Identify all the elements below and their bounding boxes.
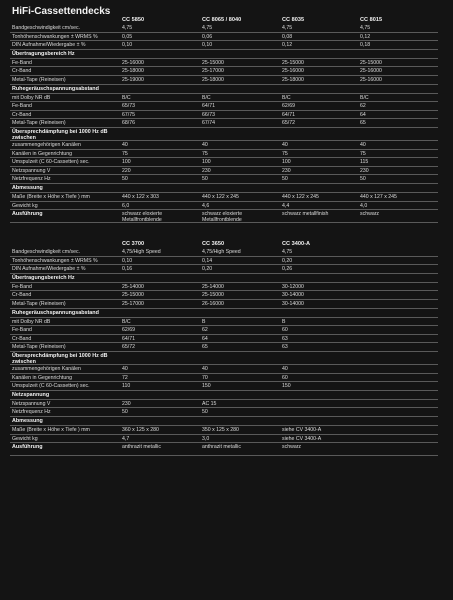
table-row — [10, 300, 438, 309]
row-label: Maße (Breite x Höhe x Tiefe ) mm — [12, 193, 90, 200]
row-value: 60 — [282, 327, 288, 334]
row-label: zusammengehörigen Kanälen — [12, 141, 81, 148]
row-value: 4,75 — [282, 249, 293, 255]
row-value: 0,10 — [122, 42, 133, 49]
row-label: DIN Aufnahme/Wiedergabe ± % — [12, 266, 86, 273]
row-value: 50 — [360, 176, 366, 183]
row-value: 25-15000 — [202, 59, 224, 66]
row-value: 67/74 — [202, 120, 215, 127]
row-label: Umspulzeit (C 60-Cassetten) sec. — [12, 159, 90, 166]
row-label: Cr-Band — [12, 111, 32, 118]
row-label: Übertragungsbereich Hz — [12, 274, 75, 281]
row-value: 40 — [202, 365, 208, 372]
model-header: CC 3650 — [202, 241, 225, 247]
row-label: Bandgeschwindigkeit cm/sec. — [12, 249, 81, 255]
row-label: Fe-Band — [12, 327, 32, 334]
row-value: 75 — [122, 150, 128, 157]
row-label: mit Dolby NR dB — [12, 94, 51, 101]
row-value: 0,06 — [202, 33, 213, 40]
row-value: 50 — [122, 409, 128, 416]
row-value: 30-14000 — [282, 300, 304, 307]
row-value: AC 15 — [202, 400, 217, 407]
row-value: 150 — [282, 383, 291, 390]
row-label: Fe-Band — [12, 59, 32, 66]
table-row — [10, 435, 438, 444]
row-value: schwarz — [360, 211, 380, 218]
table-row — [10, 85, 438, 94]
row-value: 40 — [122, 141, 128, 148]
row-value: 30-14000 — [282, 292, 304, 299]
row-value: B — [202, 318, 206, 325]
row-label: Gewicht kg — [12, 435, 38, 442]
row-value: 40 — [282, 141, 288, 148]
row-label: Metal-Tape (Reineisen) — [12, 76, 66, 83]
row-label: mit Dolby NR dB — [12, 318, 51, 325]
row-label: Cr-Band — [12, 68, 32, 75]
table-row — [10, 141, 438, 150]
row-value: siehe CV 3400-A — [282, 435, 322, 442]
row-label: Cr-Band — [12, 335, 32, 342]
row-value: 64/71 — [122, 335, 135, 342]
row-value: schwarz eloxierte Metallfrontblende — [202, 211, 243, 224]
row-label: Umspulzeit (C 60-Cassetten) sec. — [12, 383, 90, 390]
row-value: 110 — [122, 383, 131, 390]
row-value: 25-14000 — [202, 283, 224, 290]
row-label: Netzspannung V — [12, 167, 51, 174]
row-value: 25-15000 — [202, 292, 224, 299]
table-row — [10, 335, 438, 344]
row-value: 100 — [122, 159, 131, 166]
row-label: DIN Aufnahme/Wiedergabe ± % — [12, 42, 86, 49]
row-value: 4,0 — [360, 202, 368, 209]
row-value: 62/69 — [282, 103, 295, 110]
row-value: 0,20 — [282, 257, 293, 264]
row-value: 360 x 125 x 280 — [122, 426, 159, 433]
table-row — [10, 76, 438, 85]
row-value: 40 — [122, 365, 128, 372]
table-row — [10, 175, 438, 184]
table-row — [10, 318, 438, 327]
table-row — [10, 352, 438, 365]
row-value: 4,75 — [282, 25, 293, 31]
row-label: Maße (Breite x Höhe x Tiefe ) mm — [12, 426, 90, 433]
row-value: B/C — [282, 94, 291, 101]
row-value: siehe CV 3400-A — [282, 426, 322, 433]
table-row — [10, 417, 438, 426]
row-value: 65 — [202, 344, 208, 351]
row-value: 64 — [360, 111, 366, 118]
row-label: Abmessung — [12, 417, 43, 424]
row-value: B/C — [122, 94, 131, 101]
row-value: 150 — [202, 383, 211, 390]
row-value: B/C — [122, 318, 131, 325]
row-value: 50 — [202, 409, 208, 416]
row-value: 25-15000 — [282, 59, 304, 66]
row-value: 64/71 — [282, 111, 295, 118]
table-2-rows — [10, 248, 438, 456]
table-row — [10, 50, 438, 59]
row-value: 67/75 — [122, 111, 135, 118]
table-row — [10, 283, 438, 292]
row-value: 0,26 — [282, 266, 293, 273]
row-label: Gewicht kg — [12, 202, 38, 209]
row-value: 4,75 — [202, 25, 213, 31]
row-label: Abmessung — [12, 184, 43, 191]
table-row — [10, 343, 438, 352]
row-value: 3,0 — [202, 435, 210, 442]
row-value: 0,20 — [202, 266, 213, 273]
row-value: 25-16000 — [360, 68, 382, 75]
row-value: 62/69 — [122, 327, 135, 334]
row-label: Tonhöhenschwankungen ± WRMS % — [12, 257, 98, 264]
row-value: 50 — [122, 176, 128, 183]
row-value: 75 — [360, 150, 366, 157]
row-value: 65/72 — [282, 120, 295, 127]
model-header: CC 3400-A — [282, 241, 310, 247]
row-label: Metal-Tape (Reineisen) — [12, 120, 66, 127]
table-row — [10, 374, 438, 383]
table-row — [10, 167, 438, 176]
row-value: 0,12 — [360, 33, 371, 40]
row-value: 0,10 — [202, 42, 213, 49]
row-value: 25-19000 — [122, 76, 144, 83]
model-header: CC 8065 / 8040 — [202, 17, 242, 23]
table-row — [10, 24, 438, 33]
row-label: Netzspannung V — [12, 400, 51, 407]
table-row — [10, 326, 438, 335]
row-value: 75 — [282, 150, 288, 157]
table-row — [10, 158, 438, 167]
model-header: CC 5850 — [122, 17, 145, 23]
row-label: Ruhegeräuschspannungsabstand — [12, 309, 99, 316]
row-value: 62 — [360, 103, 366, 110]
row-value: 25-15000 — [122, 292, 144, 299]
row-label: Fe-Band — [12, 283, 32, 290]
row-value: 4,75 — [122, 25, 133, 31]
table-row — [10, 111, 438, 120]
row-label: Übertragungsbereich Hz — [12, 50, 75, 57]
row-label: Kanälen in Gegenrichtung — [12, 374, 72, 381]
row-value: 25-15000 — [360, 59, 382, 66]
row-value: 4,4 — [282, 202, 290, 209]
row-label: Cr-Band — [12, 292, 32, 299]
row-value: 25-17000 — [202, 68, 224, 75]
table-row — [10, 119, 438, 128]
table-row — [10, 265, 438, 274]
row-value: 70 — [202, 374, 208, 381]
row-value: 63 — [282, 344, 288, 351]
row-value: 4,75/High Speed — [202, 249, 241, 255]
row-value: 63 — [282, 335, 288, 342]
row-value: 64/71 — [202, 103, 215, 110]
table-row — [10, 94, 438, 103]
row-value: 6,0 — [122, 202, 130, 209]
row-value: 25-18000 — [282, 76, 304, 83]
row-label: Bandgeschwindigkeit cm/sec. — [12, 25, 81, 31]
table-row — [10, 184, 438, 193]
table-row — [10, 426, 438, 435]
table-row — [10, 408, 438, 417]
row-value: 0,10 — [122, 257, 133, 264]
spec-table-1 — [10, 14, 438, 223]
row-value: schwarz eloxierte Metallfrontblende — [122, 211, 163, 224]
row-value: 65 — [360, 120, 366, 127]
row-value: 440 x 122 x 245 — [202, 193, 239, 200]
row-value: 25-16000 — [360, 76, 382, 83]
table-row — [10, 443, 438, 456]
table-row — [10, 210, 438, 223]
row-value: 64 — [202, 335, 208, 342]
row-value: 4,75 — [360, 25, 371, 31]
row-value: 230 — [282, 167, 291, 174]
row-label: Ausführung — [12, 444, 43, 451]
row-value: anthrazit metallic — [122, 444, 161, 451]
row-value: 25-16000 — [282, 68, 304, 75]
row-value: B — [282, 318, 286, 325]
row-value: 230 — [202, 167, 211, 174]
table-row — [10, 128, 438, 141]
row-value: 100 — [282, 159, 291, 166]
table-row — [10, 193, 438, 202]
table-2-header — [10, 238, 438, 248]
row-value: 25-17000 — [122, 300, 144, 307]
row-value: 230 — [122, 400, 131, 407]
table-row — [10, 365, 438, 374]
row-value: 0,12 — [282, 42, 293, 49]
table-row — [10, 400, 438, 409]
table-row — [10, 274, 438, 283]
row-label: zusammengehörigen Kanälen — [12, 365, 81, 372]
row-value: 50 — [282, 176, 288, 183]
row-label: Übersprechdämpfung bei 1000 Hz dB zwischen — [12, 128, 108, 141]
table-row — [10, 382, 438, 391]
row-value: 25-18000 — [202, 76, 224, 83]
row-label: Fe-Band — [12, 103, 32, 110]
row-value: 4,6 — [202, 202, 210, 209]
table-row — [10, 150, 438, 159]
row-value: 0,08 — [282, 33, 293, 40]
spec-table-2 — [10, 238, 438, 456]
row-label: Netzspannung — [12, 391, 50, 398]
row-label: Netzfrequenz Hz — [12, 176, 51, 183]
model-header: CC 8015 — [360, 17, 383, 23]
row-value: 440 x 122 x 245 — [282, 193, 319, 200]
row-label: Tonhöhenschwankungen ± WRMS % — [12, 33, 98, 40]
row-value: schwarz metallfinish — [282, 211, 329, 218]
table-row — [10, 257, 438, 266]
table-row — [10, 59, 438, 68]
row-value: 0,14 — [202, 257, 213, 264]
row-label: Netzfrequenz Hz — [12, 409, 51, 416]
table-row — [10, 33, 438, 42]
row-value: 440 x 122 x 303 — [122, 193, 159, 200]
table-row — [10, 391, 438, 400]
row-value: B/C — [360, 94, 369, 101]
page-title: HiFi-Cassettendecks — [12, 6, 111, 17]
table-row — [10, 41, 438, 50]
row-value: 65/73 — [122, 103, 135, 110]
row-label: Ruhegeräuschspannungsabstand — [12, 85, 99, 92]
row-value: 40 — [360, 141, 366, 148]
row-value: 65/72 — [122, 344, 135, 351]
row-value: 230 — [360, 167, 369, 174]
table-row — [10, 291, 438, 300]
row-value: 220 — [122, 167, 131, 174]
row-label: Metal-Tape (Reineisen) — [12, 300, 66, 307]
model-header: CC 3700 — [122, 241, 145, 247]
row-value: 25-14000 — [122, 283, 144, 290]
model-header: CC 8035 — [282, 17, 305, 23]
row-value: 0,18 — [360, 42, 371, 49]
table-row — [10, 202, 438, 211]
row-value: 68/76 — [122, 120, 135, 127]
row-value: schwarz — [282, 444, 302, 451]
row-value: 26-16000 — [202, 300, 224, 307]
row-value: 440 x 127 x 245 — [360, 193, 397, 200]
row-value: 75 — [202, 150, 208, 157]
row-value: 0,16 — [122, 266, 133, 273]
row-value: 62 — [202, 327, 208, 334]
row-value: B/C — [202, 94, 211, 101]
table-row — [10, 248, 438, 257]
row-value: 4,75/High Speed — [122, 249, 161, 255]
table-1-header — [10, 14, 438, 24]
table-row — [10, 309, 438, 318]
row-value: 4,7 — [122, 435, 130, 442]
row-value: 350 x 125 x 280 — [202, 426, 239, 433]
row-value: 66/73 — [202, 111, 215, 118]
row-value: 25-16000 — [122, 59, 144, 66]
row-value: 100 — [202, 159, 211, 166]
row-value: 30-12000 — [282, 283, 304, 290]
row-value: 60 — [282, 374, 288, 381]
row-value: anthrazit metallic — [202, 444, 241, 451]
row-label: Übersprechdämpfung bei 1000 Hz dB zwischen — [12, 352, 108, 365]
row-value: 50 — [202, 176, 208, 183]
row-value: 40 — [282, 365, 288, 372]
row-value: 40 — [202, 141, 208, 148]
row-value: 72 — [122, 374, 128, 381]
table-1-rows — [10, 24, 438, 223]
row-label: Ausführung — [12, 211, 43, 218]
row-label: Kanälen in Gegenrichtung — [12, 150, 72, 157]
table-row — [10, 67, 438, 76]
row-label: Metal-Tape (Reineisen) — [12, 344, 66, 351]
row-value: 0,05 — [122, 33, 133, 40]
row-value: 25-18000 — [122, 68, 144, 75]
row-value: 115 — [360, 159, 369, 166]
table-row — [10, 102, 438, 111]
